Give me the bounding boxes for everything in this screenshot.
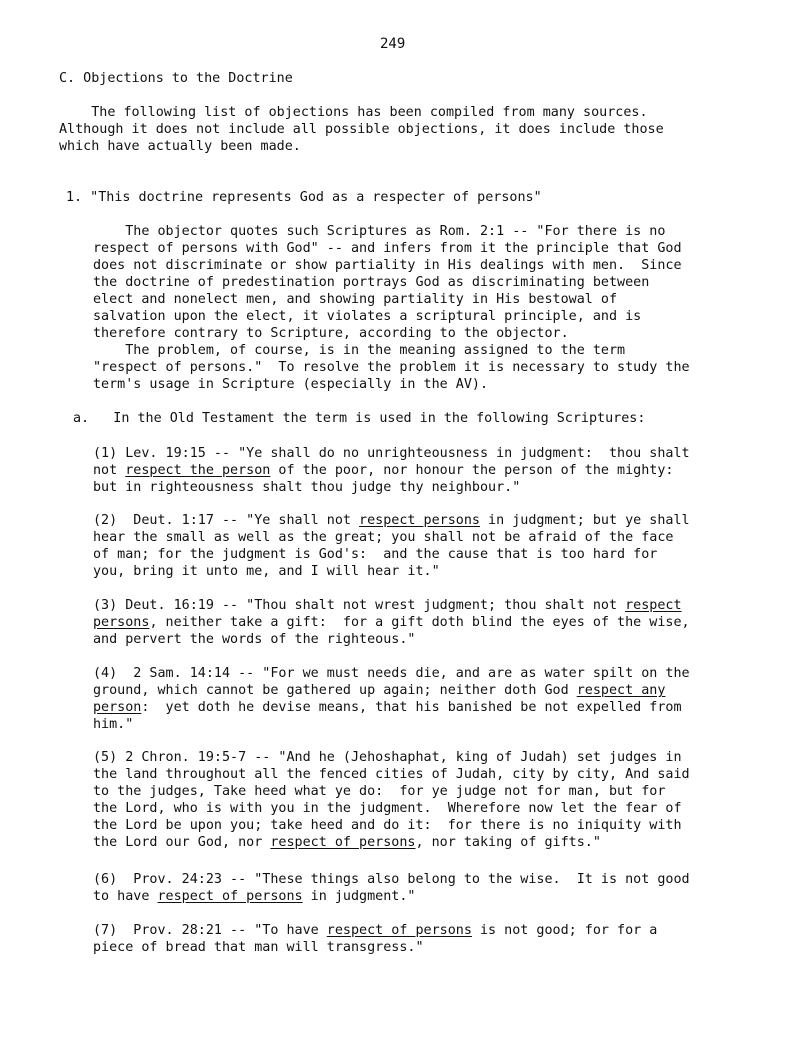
scripture-quote: [93, 445, 690, 496]
text-line: (1) Lev. 19:15 -- "Ye shall do no unrighteousness in judgment: thou shalt: [93, 446, 690, 461]
page-number: 249: [380, 36, 406, 52]
text-segment: to have: [93, 889, 158, 904]
text-line: which have actually been made.: [59, 139, 301, 154]
text-line: (4) 2 Sam. 14:14 -- "For we must needs die, and are as water spilt on the: [93, 666, 690, 681]
text-line: and pervert the words of the righteous.": [93, 632, 416, 647]
text-line: but in righteousness shalt thou judge thy neighbour.": [93, 480, 521, 495]
underlined-phrase: respect any: [576, 683, 666, 698]
section-heading: C. Objections to the Doctrine: [59, 71, 293, 86]
text-line: The problem, of course, is in the meaning assigned to the term: [93, 343, 626, 358]
text-segment: ground, which cannot be gathered up again; neither doth God: [93, 683, 577, 698]
text-line: the Lord be upon you; take heed and do it: for there is no iniquity with: [93, 818, 682, 833]
text-segment: of the poor, nor honour the person of the mighty:: [270, 463, 674, 478]
text-line: the Lord, who is with you in the judgment. Wherefore now let the fear of: [93, 801, 682, 816]
scripture-quote: [93, 665, 690, 733]
text-segment: (3) Deut. 16:19 -- "Thou shalt not wrest judgment; thou shalt not: [93, 598, 626, 613]
text-line: term's usage in Scripture (especially in the AV).: [93, 377, 489, 392]
objection-heading: 1. "This doctrine represents God as a respecter of persons": [66, 190, 542, 205]
text-segment: in judgment.": [302, 889, 416, 904]
text-segment: (2) Deut. 1:17 -- "Ye shall not: [93, 513, 360, 528]
underlined-phrase: respect of persons: [326, 923, 472, 938]
text-line: does not discriminate or show partiality in His dealings with men. Since: [93, 258, 682, 273]
underlined-phrase: respect of persons: [157, 889, 303, 904]
text-line: The following list of objections has been compiled from many sources.: [59, 105, 648, 120]
text-segment: : yet doth he devise means, that his banished be not expelled from: [141, 700, 682, 715]
scripture-quote: [93, 749, 690, 851]
text-line: salvation upon the elect, it violates a scriptural principle, and is: [93, 309, 642, 324]
text-segment: is not good; for for a: [471, 923, 658, 938]
underlined-phrase: respect of persons: [270, 835, 416, 850]
underlined-phrase: person: [93, 700, 142, 715]
text-line: the doctrine of predestination portrays God as discriminating between: [93, 275, 650, 290]
text-line: piece of bread that man will transgress.": [93, 940, 424, 955]
text-line: him.": [93, 717, 134, 732]
subsection-heading: a. In the Old Testament the term is used in the following Scriptures:: [73, 411, 646, 426]
text-segment: in judgment; but ye shall: [479, 513, 690, 528]
text-segment: , neither take a gift: for a gift doth blind the eyes of the wise,: [149, 615, 690, 630]
objection-paragraph: [93, 342, 690, 393]
text-segment: the Lord our God, nor: [93, 835, 271, 850]
text-line: (5) 2 Chron. 19:5-7 -- "And he (Jehoshaphat, king of Judah) set judges in: [93, 750, 682, 765]
text-segment: (7) Prov. 28:21 -- "To have: [93, 923, 327, 938]
underlined-phrase: persons: [93, 615, 150, 630]
text-line: (6) Prov. 24:23 -- "These things also belong to the wise. It is not good: [93, 872, 690, 887]
intro-paragraph: [59, 104, 664, 155]
text-segment: not: [93, 463, 126, 478]
text-line: therefore contrary to Scripture, according to the objector.: [93, 326, 569, 341]
underlined-phrase: respect the person: [125, 463, 271, 478]
text-line: respect of persons with God" -- and infers from it the principle that God: [93, 241, 682, 256]
scripture-quote: [93, 597, 690, 648]
text-line: Although it does not include all possible objections, it does include those: [59, 122, 664, 137]
scripture-quote: [93, 871, 690, 905]
text-line: you, bring it unto me, and I will hear it.": [93, 564, 440, 579]
scripture-quote: [93, 922, 657, 956]
objection-paragraph: [93, 223, 682, 342]
text-segment: , nor taking of gifts.": [415, 835, 601, 850]
text-line: to the judges, Take heed what ye do: for ye judge not for man, but for: [93, 784, 666, 799]
text-line: hear the small as well as the great; you shall not be afraid of the face: [93, 530, 674, 545]
scripture-quote: [93, 512, 690, 580]
text-line: "respect of persons." To resolve the problem it is necessary to study the: [93, 360, 690, 375]
underlined-phrase: respect: [625, 598, 682, 613]
text-line: The objector quotes such Scriptures as Rom. 2:1 -- "For there is no: [93, 224, 666, 239]
text-line: elect and nonelect men, and showing partiality in His bestowal of: [93, 292, 618, 307]
underlined-phrase: respect persons: [359, 513, 480, 528]
text-line: of man; for the judgment is God's: and the cause that is too hard for: [93, 547, 658, 562]
text-line: the land throughout all the fenced cities of Judah, city by city, And said: [93, 767, 690, 782]
